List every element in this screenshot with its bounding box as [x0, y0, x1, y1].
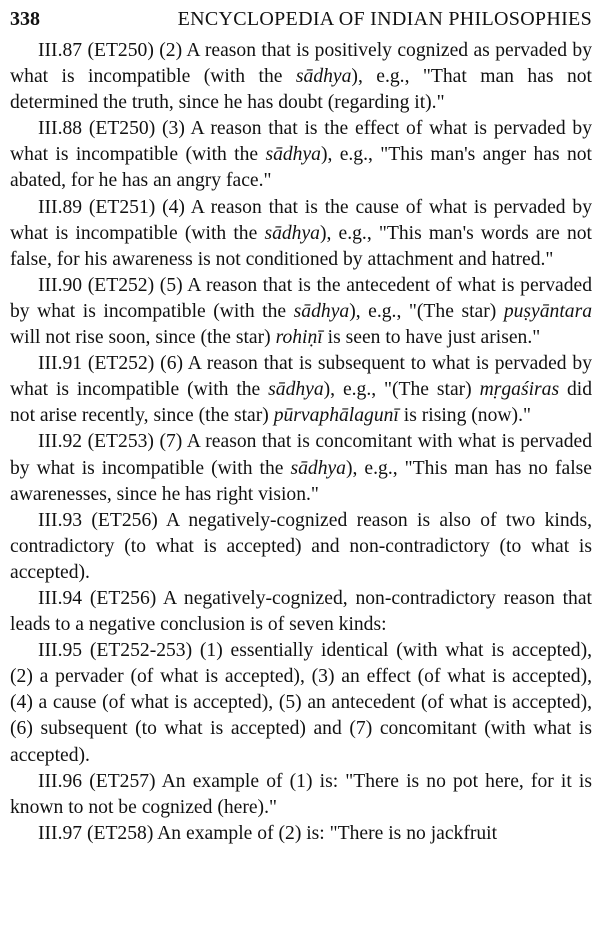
- text-segment: (4) A reason that is the cause of what is pervaded by what is incompatible (with the: [10, 196, 592, 244]
- paragraph: [10, 429, 592, 507]
- section-reference: III.89 (ET251): [38, 196, 156, 218]
- text-segment: A negatively-cognized reason is also of two kinds, contradictory (to what is accepted) and non-contradictory (to what is accepted).: [10, 509, 592, 583]
- text-segment: (5) A reason that is the antecedent of what is pervaded by what is incompatible (with the: [10, 274, 592, 322]
- paragraph: [10, 273, 592, 351]
- section-reference: III.94 (ET256): [38, 587, 157, 609]
- text-segment: is seen to have just arisen.": [322, 327, 541, 349]
- italic-term: sādhya: [265, 144, 321, 166]
- body-text: [10, 38, 592, 847]
- text-segment: (3) A reason that is the effect of what is pervaded by what is incompatible (with the: [10, 118, 593, 166]
- paragraph: [10, 769, 592, 821]
- text-segment: A negatively-cognized, non-contradictory reason that leads to a negative conclusion is of seven kinds:: [10, 587, 592, 636]
- text-segment: An example of (1) is: "There is no pot here, for it is known to not be cognized (here).": [10, 770, 592, 818]
- italic-term: pūrvaphālagunī: [273, 405, 399, 427]
- text-segment: An example of (2) is: "There is no jackfruit: [153, 822, 498, 844]
- italic-term: mṛgaśiras: [479, 379, 560, 401]
- paragraph: [10, 586, 592, 638]
- text-segment: ), e.g., "(The star): [323, 379, 480, 401]
- paragraph: [10, 38, 592, 116]
- paragraph: [10, 821, 592, 847]
- text-segment: ), e.g., "This man's words are not false, for his awareness is not conditioned by attachment and hatred.": [10, 222, 592, 270]
- text-segment: ), e.g., "This man's anger has not abated, for he has an angry face.": [10, 144, 592, 192]
- running-title: ENCYCLOPEDIA OF INDIAN PHILOSOPHIES: [177, 8, 592, 30]
- paragraph: [10, 195, 592, 273]
- section-reference: III.96 (ET257): [38, 770, 156, 792]
- italic-term: puṣyāntara: [503, 300, 592, 322]
- text-segment: (6) A reason that is subsequent to what is pervaded by what is incompatible (with the: [10, 353, 593, 401]
- italic-term: sādhya: [293, 300, 350, 322]
- italic-term: sādhya: [290, 457, 346, 479]
- page-number: 338: [10, 8, 40, 30]
- section-reference: III.90 (ET252): [38, 274, 155, 296]
- text-segment: (2) A reason that is positively cognized as pervaded by what is incompatible (with the: [10, 40, 593, 88]
- section-reference: III.97 (ET258): [38, 822, 154, 844]
- italic-term: rohiṇī: [275, 327, 323, 349]
- paragraph: [10, 351, 592, 429]
- text-segment: (7) A reason that is concomitant with what is pervaded by what is incompatible (with the: [10, 431, 592, 479]
- text-segment: will not rise soon, since (the star): [10, 327, 276, 349]
- section-reference: III.91 (ET252): [38, 353, 155, 375]
- italic-term: sādhya: [268, 379, 324, 401]
- paragraph: [10, 508, 592, 586]
- text-segment: did not arise recently, since (the star): [10, 379, 592, 427]
- section-reference: III.95 (ET252-253): [38, 640, 193, 662]
- paragraph: [10, 638, 592, 768]
- text-segment: ), e.g., "That man has not determined the truth, since he has doubt (regarding it).": [10, 66, 592, 114]
- italic-term: sādhya: [264, 222, 320, 244]
- section-reference: III.88 (ET250): [38, 118, 156, 140]
- text-segment: (1) essentially identical (with what is accepted), (2) a pervader (of what is accepted), (3) an effect (of what is accepted), (4) a cause (of what is accepted), (5) an antecedent (of what is accepted), (6) subsequent (to what is accepted) and (7) concomitant (with what is accepted).: [10, 640, 593, 766]
- italic-term: sādhya: [295, 66, 352, 88]
- section-reference: III.92 (ET253): [38, 431, 154, 453]
- section-reference: III.93 (ET256): [38, 509, 158, 531]
- paragraph: [10, 116, 592, 194]
- section-reference: III.87 (ET250): [38, 40, 154, 61]
- text-segment: is rising (now).": [398, 405, 531, 427]
- text-segment: ), e.g., "This man has no false awarenesses, since he has right vision.": [10, 457, 592, 505]
- text-segment: ), e.g., "(The star): [349, 300, 504, 322]
- running-head: [10, 6, 592, 32]
